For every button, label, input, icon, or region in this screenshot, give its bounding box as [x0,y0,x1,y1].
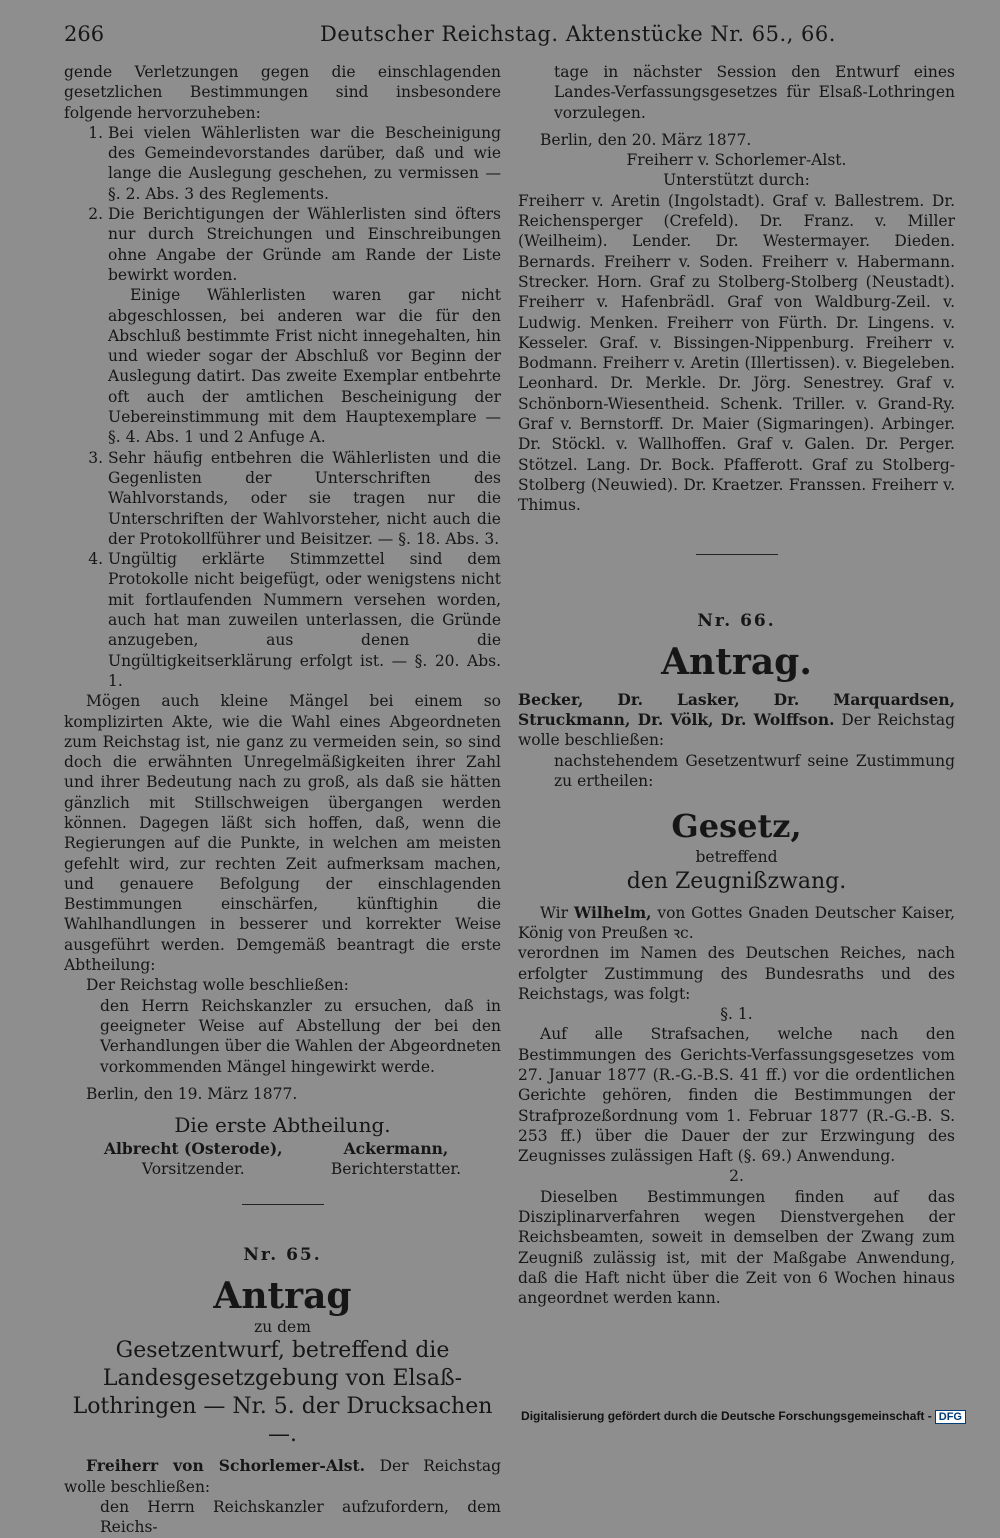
signer-name: Freiherr v. Schorlemer-Alst. [626,151,847,170]
list-item: 2. Die Berichtigungen der Wählerlisten sind öfters nur durch Streichungen und Einschreibungen ohne Angabe der Gründe am Rande der Liste bewirkt worden. Einige Wählerlisten waren gar nicht abgeschlossen, bei anderen war die für den Abschluß bestimmte Frist nicht innegehalten, hin und wieder sogar der Abschluß vor Beginn der Auslegung datirt. Das zweite Exemplar entbehrte oft auch der amtlichen Bescheinigung der Uebereinstimmung mit dem Hauptexemplare — §. 4. Abs. 1 und 2 Anfuge A. [108,204,501,448]
antrag-heading: Antrag. [661,640,812,683]
page-number: 266 [64,22,105,46]
signature-chair: Albrecht (Osterode), [104,1139,283,1159]
footer-credit: Digitalisierung gefördert durch die Deutsche Forschungsgemeinschaft - DFG [521,1409,966,1424]
mover-text: Der Reichstag wolle beschließen: [64,1457,502,1496]
chair-role: Vorsitzender. [141,1160,245,1179]
zu-dem-line: zu dem [254,1318,311,1337]
enactment-clause: verordnen im Namen des Deutschen Reiches, nach erfolgter Zustimmung des Bundesraths und des Reichstags, was folgt: [518,944,955,1003]
dfg-logo: DFG [935,1410,966,1424]
emperor-name: Wilhelm, [573,902,652,922]
consent-text: nachstehendem Gesetzentwurf seine Zustimmung zu ertheilen: [554,751,955,791]
right-column [518,62,955,1309]
reporter-role: Berichterstatter. [330,1160,461,1179]
betreffend-line: betreffend [695,848,778,867]
list-item: 1. Bei vielen Wählerlisten war die Bescheinigung des Gemeindevorstandes darüber, daß und wie lange die Auslegung geschehen, zu vermissen — §. 2. Abs. 3 des Reglements. [108,123,501,204]
mover-paragraph [64,1456,501,1497]
preamble: Wir Wilhelm, von Gottes Gnaden Deutscher Kaiser, König von Preußen ꝛc. [518,902,956,942]
date-line: Berlin, den 20. März 1877. [540,130,752,149]
signatures [64,1139,501,1180]
mover-quote: den Herrn Reichskanzler aufzufordern, dem Reichs- [100,1497,501,1537]
law-title: den Zeugnißzwang. [626,868,847,894]
continuation-text: tage in nächster Session den Entwurf eines Landes-Verfassungsgesetzes für Elsaß-Lothringen vorzulegen. [554,63,955,122]
section-1-text: Auf alle Strafsachen, welche nach den Bestimmungen des Gerichts-Verfassungsgesetzes vom 27. Januar 1877 (R.-G.-B.S. 41 ff.) vor die ordentlichen Gerichte gehören, finden die Bestimmungen der Strafprozeßordnung vom 1. Februar 1877 (R.-G.-B. S. 253 ff.) über die Dauer der zur Erzwingung des Zeugnisses zulässigen Haft (§. 69.) Anwendung. [518,1025,955,1166]
list-item-sub: Einige Wählerlisten waren gar nicht abgeschlossen, bei anderen war die für den Abschluß bestimmte Frist nicht innegehalten, hin und wieder sogar der Abschluß vor Beginn der Auslegung datirt. Das zweite Exemplar entbehrte oft auch der amtlichen Bescheinigung der Uebereinstimmung mit dem Hauptexemplare — §. 4. Abs. 1 und 2 Anfuge A. [108,286,501,447]
left-column [64,62,501,1538]
resolution-quote: den Herrn Reichskanzler zu ersuchen, daß in geeigneter Weise auf Abstellung der bei den Verhandlungen über die Wahlen der Abgeordneten vorkommenden Mängel hingewirkt werde. [100,996,501,1076]
running-title: Deutscher Reichstag. Aktenstücke Nr. 65., 66. [320,22,836,46]
signature-reporter: Ackermann, [343,1139,449,1159]
section-2-heading: 2. [729,1167,744,1186]
list-item: 3. Sehr häufig entbehren die Wählerlisten und die Gegenlisten der Unterschriften des Wahlvorstands, oder sie tragen nur die Unterschriften der Wahlvorsteher, nicht auch die der Protokollführer und Beisitzer. — §. 18. Abs. 3. [108,448,501,549]
document-number-66: Nr. 66. [697,610,776,631]
supported-label: Unterstützt durch: [663,171,810,190]
resolve-text: Der Reichstag wolle beschließen: [86,976,349,995]
document-number-65: Nr. 65. [243,1244,322,1265]
violations-list [108,123,501,691]
subject-heading: Gesetzentwurf, betreffend die Landesgesetzgebung von Elsaß-Lothringen — Nr. 5. der Drucksachen —. [72,1338,493,1448]
mover-name: Freiherr von Schorlemer-Alst. [86,1456,366,1476]
movers-paragraph [518,690,955,751]
section-1-heading: §. 1. [720,1005,753,1024]
section-2-text: Dieselben Bestimmungen finden auf das Disziplinarverfahren wegen Dienstvergehen der Reichsbeamten, soweit in demselben der Zwang zum Zeugniß zulässig ist, mit der Maßgabe Anwendung, daß die Haft nicht über die Zeit von 6 Wochen hinaus angeordnet werden kann. [518,1187,955,1308]
movers-names: Becker, Dr. Lasker, Dr. Marquardsen, Struckmann, Dr. Völk, Dr. Wolffson. [518,689,955,730]
intro-text: gende Verletzungen gegen die einschlagenden gesetzlichen Bestimmungen sind insbesondere folgende hervorzuheben: [64,63,501,122]
antrag-heading: Antrag [213,1275,352,1318]
date-line: Berlin, den 19. März 1877. [86,1084,298,1103]
committee-name: Die erste Abtheilung. [174,1113,391,1138]
body-paragraph: Mögen auch kleine Mängel bei einem so komplizirten Akte, wie die Wahl eines Abgeordneten zum Reichstag ist, nie ganz zu vermeiden sein, so sind doch die erwähnten Unregelmäßigkeiten ihrer Zahl und ihrer Bedeutung nach zu groß, als daß sie hätten gänzlich mit Stillschweigen übergangen werden können. Dagegen läßt sich hoffen, daß, wenn die Regierungen auf die Punkte, in welchen am meisten gefehlt wird, zur rechten Zeit aufmerksam machen, und genauere Befolgung der einschlagenden Bestimmungen einschärfen, künftighin die Wahlhandlungen in besserer und korrekter Weise ausgeführt werden. Demgemäß beantragt die erste Abtheilung: [64,692,501,975]
gesetz-heading: Gesetz, [671,807,802,846]
supporters-list: Freiherr v. Aretin (Ingolstadt). Graf v. Ballestrem. Dr. Reichensperger (Crefeld). Dr. Franz. v. Miller (Weilheim). Lender. Dr. Westermayer. Dieden. Bernards. Freiherr v. Soden. Freiherr v. Habermann. Strecker. Horn. Graf zu Stolberg-Stolberg (Neustadt). Freiherr v. Hafenbrädl. Graf von Waldburg-Zeil. v. Ludwig. Menken. Freiherr von Fürth. Dr. Lingens. v. Kesseler. Graf. v. Bissingen-Nippenburg. Freiherr v. Bodmann. Freiherr v. Aretin (Illertissen). v. Biegeleben. Leonhard. Dr. Merkle. Dr. Jörg. Senestrey. Graf v. Schönborn-Wiesentheid. Schenk. Triller. v. Grand-Ry. Graf v. Bernstorff. Dr. Maier (Sigmaringen). Arbinger. Dr. Stöckl. v. Wallhoffen. Graf v. Galen. Dr. Perger. Stötzel. Lang. Dr. Bock. Pfafferott. Graf zu Stolberg-Stolberg (Neuwied). Dr. Kraetzer. Franssen. Freiherr v. Thimus. [518,191,955,515]
page-header [64,22,954,52]
movers-text: Der Reichstag wolle beschließen: [518,711,955,750]
list-item: 4. Ungültig erklärte Stimmzettel sind dem Protokolle nicht beigefügt, oder wenigstens nicht mit fortlaufenden Nummern versehen worden, auch hat man zuweilen unterlassen, die Gründe anzugeben, aus denen die Ungültigkeitserklärung erfolgt ist. — §. 20. Abs. 1. [108,549,501,691]
